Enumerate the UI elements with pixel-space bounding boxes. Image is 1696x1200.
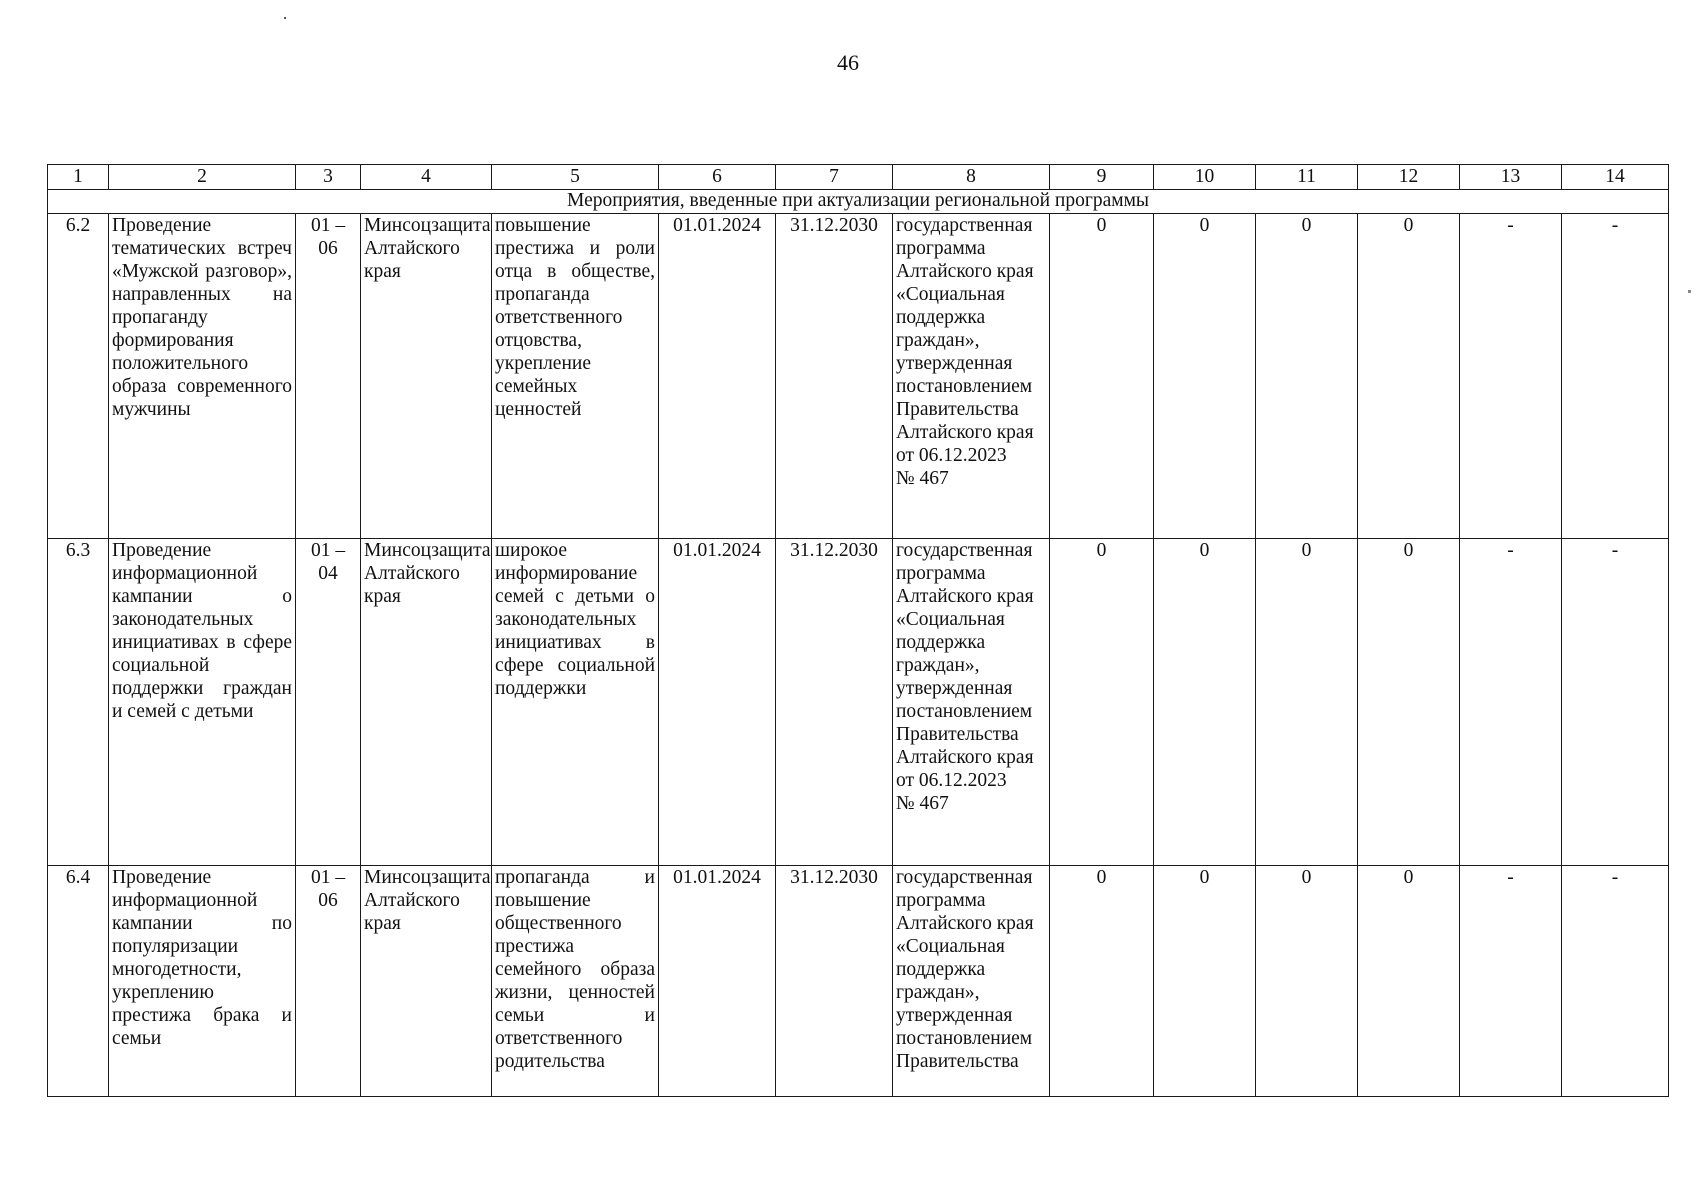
- source-cell: государственная программа Алтайского края «Социальная поддержка граждан», утвержденная постановлением Правительства: [893, 866, 1050, 1097]
- activity-name: Проведение информационной кампании о законодательных инициативах в сфере социальной поддержки граждан и семей с детьми: [109, 539, 296, 866]
- column-header: 7: [776, 165, 893, 190]
- column-header: 13: [1460, 165, 1562, 190]
- value-cell: 0: [1050, 866, 1154, 1097]
- column-header: 2: [109, 165, 296, 190]
- table-row: [48, 866, 1669, 1097]
- period-cell: 01 – 04: [296, 539, 361, 866]
- column-header: 11: [1256, 165, 1358, 190]
- end-date: 31.12.2030: [776, 214, 893, 539]
- column-header: 4: [361, 165, 492, 190]
- value-cell: 0: [1256, 866, 1358, 1097]
- value-cell: -: [1460, 539, 1562, 866]
- column-header: 10: [1154, 165, 1256, 190]
- activities-table: [47, 164, 1669, 1097]
- scan-speck: [284, 17, 286, 19]
- value-cell: 0: [1358, 214, 1460, 539]
- value-cell: 0: [1256, 539, 1358, 866]
- table-row: [48, 539, 1669, 866]
- table-row: [48, 214, 1669, 539]
- value-cell: -: [1562, 539, 1669, 866]
- value-cell: 0: [1358, 539, 1460, 866]
- period-cell: 01 – 06: [296, 214, 361, 539]
- start-date: 01.01.2024: [659, 539, 776, 866]
- executor-cell: Минсоцзащита Алтайского края: [361, 866, 492, 1097]
- column-header: 5: [492, 165, 659, 190]
- source-cell: государственная программа Алтайского края «Социальная поддержка граждан», утвержденная постановлением Правительства Алтайского края от 06.12.2023 № 467: [893, 214, 1050, 539]
- page-number: 46: [837, 50, 859, 75]
- value-cell: -: [1460, 866, 1562, 1097]
- value-cell: -: [1460, 214, 1562, 539]
- column-header: 1: [48, 165, 109, 190]
- executor-cell: Минсоцзащита Алтайского края: [361, 539, 492, 866]
- value-cell: 0: [1050, 539, 1154, 866]
- value-cell: 0: [1154, 539, 1256, 866]
- start-date: 01.01.2024: [659, 214, 776, 539]
- result-cell: пропаганда и повышение общественного престижа семейного образа жизни, ценностей семьи и ответственного родительства: [492, 866, 659, 1097]
- column-header: 12: [1358, 165, 1460, 190]
- column-header: 6: [659, 165, 776, 190]
- column-header: 8: [893, 165, 1050, 190]
- row-number: 6.2: [48, 214, 109, 539]
- scan-speck: [1688, 290, 1691, 293]
- row-number: 6.3: [48, 539, 109, 866]
- start-date: 01.01.2024: [659, 866, 776, 1097]
- column-header: 3: [296, 165, 361, 190]
- end-date: 31.12.2030: [776, 866, 893, 1097]
- value-cell: 0: [1154, 214, 1256, 539]
- activity-name: Проведение информационной кампании по популяризации многодетности, укреплению престижа брака и семьи: [109, 866, 296, 1097]
- column-header: 14: [1562, 165, 1669, 190]
- source-cell: государственная программа Алтайского края «Социальная поддержка граждан», утвержденная постановлением Правительства Алтайского края от 06.12.2023 № 467: [893, 539, 1050, 866]
- executor-cell: Минсоцзащита Алтайского края: [361, 214, 492, 539]
- value-cell: 0: [1256, 214, 1358, 539]
- result-cell: широкое информирование семей с детьми о законодательных инициативах в сфере социальной поддержки: [492, 539, 659, 866]
- column-number-header: [48, 165, 1669, 190]
- value-cell: 0: [1358, 866, 1460, 1097]
- period-cell: 01 – 06: [296, 866, 361, 1097]
- value-cell: -: [1562, 866, 1669, 1097]
- end-date: 31.12.2030: [776, 539, 893, 866]
- result-cell: повышение престижа и роли отца в обществе, пропаганда ответственного отцовства, укрепление семейных ценностей: [492, 214, 659, 539]
- value-cell: -: [1562, 214, 1669, 539]
- activity-name: Проведение тематических встреч «Мужской разговор», направленных на пропаганду формирования положительного образа современного мужчины: [109, 214, 296, 539]
- column-header: 9: [1050, 165, 1154, 190]
- value-cell: 0: [1154, 866, 1256, 1097]
- section-title: Мероприятия, введенные при актуализации региональной программы: [48, 190, 1669, 214]
- row-number: 6.4: [48, 866, 109, 1097]
- value-cell: 0: [1050, 214, 1154, 539]
